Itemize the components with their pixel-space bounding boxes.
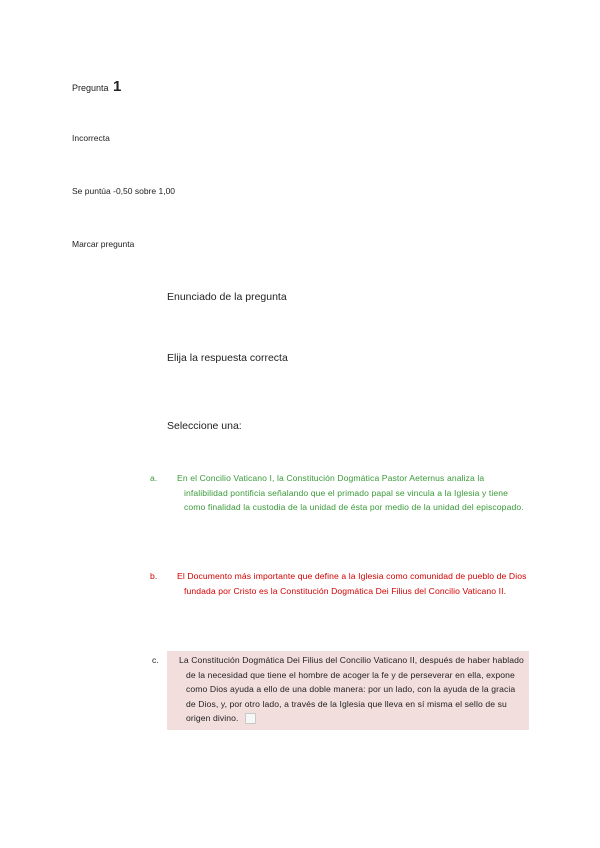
question-state: Incorrecta (72, 133, 110, 143)
answer-option-a-letter: a. (150, 473, 158, 483)
statement-heading: Enunciado de la pregunta (167, 291, 287, 303)
question-prompt: Elija la respuesta correcta (167, 352, 288, 364)
answer-option-a[interactable] (150, 471, 529, 515)
answer-option-c[interactable] (152, 651, 529, 730)
select-one-label: Seleccione una: (167, 420, 242, 432)
answer-option-a-text: En el Concilio Vaticano I, la Constitución Dogmática Pastor Aeternus analiza la infalibilidad pontificia señalando que el primado papal se vincula a la Iglesia y tiene como finalidad la custodia de la unidad de ésta por medio de la unidad del episcopado. (177, 473, 524, 512)
answer-option-a-content (150, 471, 529, 515)
question-number: 1 (113, 78, 122, 95)
answer-option-b-text: El Documento más importante que define a la Iglesia como comunidad de pueblo de Dios fundada por Cristo es la Constitución Dogmática Dei Filius del Concilio Vaticano II. (177, 571, 527, 596)
answer-option-c-letter: c. (152, 655, 159, 665)
answer-option-c-content (152, 653, 527, 726)
question-grade: Se puntúa -0,50 sobre 1,00 (72, 186, 176, 196)
answer-option-b[interactable] (150, 569, 529, 598)
incorrect-feedback-icon (245, 713, 256, 724)
answer-option-b-content (150, 569, 529, 598)
answer-option-b-letter: b. (150, 571, 158, 581)
answer-option-c-text: La Constitución Dogmática Dei Filius del Concilio Vaticano II, después de haber hablado de la necesidad que tiene el hombre de acoger la fe y de perseverar en ella, expone como Dios ayuda a ello de una doble manera: por un lado, con la ayuda de la gracia de Dios, y, por otro lado, a través de la Iglesia que lleva en sí misma el sello de su origen divino. (179, 655, 524, 723)
question-label (72, 78, 121, 95)
question-label-text: Pregunta (72, 83, 109, 93)
flag-question-link[interactable]: Marcar pregunta (72, 239, 135, 249)
